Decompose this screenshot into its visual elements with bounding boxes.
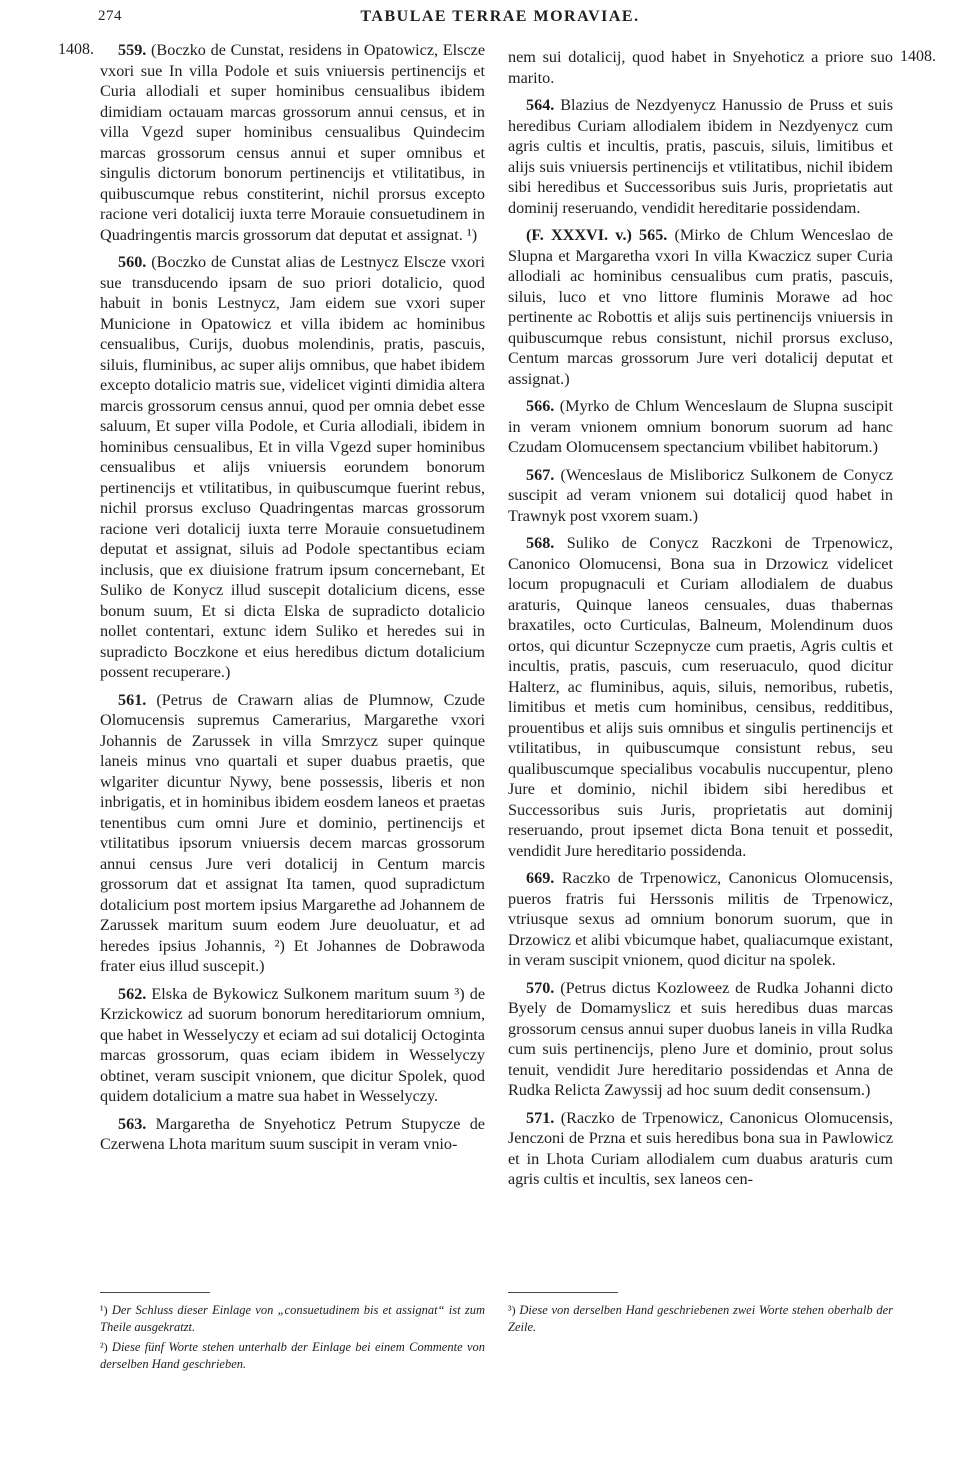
entry-text: nem sui dotalicij, quod habet in Snyehoticz a priore suo marito. <box>508 48 893 87</box>
entry-text: (Boczko de Cunstat, residens in Opatowicz, Elscze vxori sue In villa Podole et suis vniuersis pertinencijs et Curia allodiali et super hominibus censualibus ibidem dimidiam octauam marcas grossorum annui census, et in villa Vgezd super hominibus censualibus Quindecim marcas grossorum census annui et super omnibus et singulis dictorum bonorum pertinencijs et vtilitatibus, in quibuscumque rebus constiterint, nichil prorsus excepto racione veri dotalicij iuxta terre Morauie consuetudinem in Quadringentis marcis grossorum dat deputat et assignat. ¹) <box>100 41 485 244</box>
entry-562 <box>100 984 485 1107</box>
entry-560 <box>100 252 485 683</box>
entry-text: (Boczko de Cunstat alias de Lestnycz Elscze vxori sue transducendo ipsam de suo priori dotalicio, quod habuit in bonis Lestnycz, Jam eidem sue vxori super Municione in Opatowicz et villa ibidem ac hominibus censualibus, Curijs, duobus molendinis, pratis, pascuis, siluis, fluminibus, ac super alijs omnibus, que habet ibidem excepto dotalicio matris sue, videlicet viginti dimidia altera marcis grossorum census annui, quod per omnia debet esse saluum, Et super villa Podole, et Curia allodiali, ibidem in hominibus censualibus, Et in villa Vgezd super hominibus censualibus et alijs vniuersis eorundem bonorum pertinencijs et vtilitatibus, in quibuscumque fuerint rebus, nichil prorsus excluso Quadringentas marcas grossorum racione veri dotalicij iuxta terre Morauie consuetudinem deputat et assignat, siluis ad Podole spectantibus eciam inclusis, que ex diuisione fratrum ipsum concernebant, Et Suliko de Konycz illud suscepit dotalicium dicens, esse bonum suum, Et si dicta Elska de supradicto dotalicio nollet contentari, extunc idem Suliko et heredes sui in supradicto Boczkone et eius heredibus dictum dotalicium possent recuperare.) <box>100 253 486 681</box>
footnote-mark: ²) <box>100 1340 108 1354</box>
entry-565 <box>508 225 893 389</box>
footnote-mark: ¹) <box>100 1303 108 1317</box>
entry-559 <box>100 40 485 245</box>
entry-567 <box>508 465 893 527</box>
footnote-text: Der Schluss dieser Einlage von „consuetudinem bis et assignat“ ist zum Theile ausgekratzt. <box>100 1303 485 1334</box>
footnote-mark: ³) <box>508 1303 516 1317</box>
running-title: TABULAE TERRAE MORAVIAE. <box>360 8 640 25</box>
entry-563-continued <box>508 47 893 88</box>
entry-568 <box>508 533 893 861</box>
entry-563 <box>100 1114 485 1155</box>
entry-number: 562. <box>118 984 147 1003</box>
entry-number: 571. <box>526 1108 555 1127</box>
entry-571 <box>508 1108 893 1190</box>
entry-text: Elska de Bykowicz Sulkonem maritum suum ³) de Krzickowicz ad suorum bonorum hereditariorum omnium, que habet in Wesselyczy et eciam ad sui dotalicij Octoginta marcas grossorum, quas eciam ibidem in Wesselyczy obtinet, veram suscipit vnionem, que dicitur Spolek, quod quidem dotalicium a matre sua habet in Wesselyczy. <box>100 984 485 1105</box>
footnotes-right <box>508 1302 893 1339</box>
footnote-text: Diese fünf Worte stehen unterhalb der Einlage bei einem Commente von derselben Hand geschrieben. <box>100 1340 485 1371</box>
entry-number: 568. <box>526 534 555 552</box>
entry-561 <box>100 690 485 977</box>
footnote-3 <box>508 1302 893 1335</box>
entry-text: (Myrko de Chlum Wenceslaum de Slupna suscipit in veram vnionem omnium bonorum suorum ad hanc Czudam Olomucensem spectancium vbilibet habitorum.) <box>508 397 893 456</box>
entry-number: 566. <box>526 397 555 415</box>
entry-text: (Petrus de Crawarn alias de Plumnow, Czude Olomucensis supremus Camerarius, Margarethe vxori Johannis de Zarussek in villa Smrzycz super quinque laneis minus vno quartali et super duabus praetis, que wlgariter dicuntur Nywy, bene possessis, liberis et non inbrigatis, et in hominibus ibidem eosdem laneos et praetas tenentibus cum omni Jure et dominio, pertinencijs et vtilitatibus ipsorum vniuersis decem marcas grossorum annui census Jure veri dotalicij in Centum marcis grossorum dat et assignat Ita tamen, quod supradictum dotalicium post mortem ipsius Margarethe ad Johannem de Zarussek maritum suum eodem Jure deuoluatur, et ad heredes ipsius Johannis, ²) Et Johannes de Dobrawoda frater eius illud suscepit.) <box>100 690 485 975</box>
entry-number: 560. <box>118 253 147 271</box>
right-column <box>508 47 893 1197</box>
entry-number: 567. <box>526 465 555 484</box>
entry-570 <box>508 978 893 1101</box>
entry-669 <box>508 868 893 971</box>
entry-number: 563. <box>118 1114 147 1133</box>
footnote-divider-right <box>508 1292 618 1293</box>
margin-year-right: 1408. <box>900 48 936 65</box>
entry-number: 669. <box>526 869 555 887</box>
margin-year-left: 1408. <box>58 41 94 58</box>
entry-text: Margaretha de Snyehoticz Petrum Stupycze de Czerwena Lhota maritum suum suscipit in veram vnio- <box>100 1114 485 1153</box>
entry-text: (Raczko de Trpenowicz, Canonicus Olomucensis, Jenczoni de Przna et suis heredibus bona sua in Pawlowicz et in Lhota Curiam allodialem cum duabus araturis cum agris cultis et incultis, sex laneos cen- <box>508 1108 894 1188</box>
entry-564 <box>508 95 893 218</box>
entry-text: Suliko de Conycz Raczkoni de Trpenowicz, Canonico Olomucensi, Bona sua in Drzowicz videlicet locum propugnaculi et Curiam allodialem de duabus araturis, Quinque laneos censuales, duas thabernas braxatiles, octo Curticulas, Balneum, Molendinum duos ortos, qui dicuntur Sczepnycze cum praetis, Agris cultis et incultis, pratis, pascuis, cum reseruaculo, quod dicitur Halterz, ac fluminibus, aquis, siluis, nemoribus, rubetis, limitibus et metis cum hominibus, censibus, redditibus, prouentibus et alijs suis omnibus et singulis pertinencijs et vtilitatibus, in quibuscumque consistunt rebus, seu qualibuscumque specialibus vocabulis nuccupentur, pleno Jure et dominio, nichil ibidem sibi heredibus et Successoribus suis Juris, proprietatis aut dominij reseruando, prout ipsemet dicta Bona tenuit et possedit, vendidit Jure hereditario possidenda. <box>508 534 894 860</box>
footnote-text: Diese von derselben Hand geschriebenen zwei Worte stehen oberhalb der Zeile. <box>508 1303 893 1334</box>
entry-text: Raczko de Trpenowicz, Canonicus Olomucensis, pueros fratris fui Herssonis militis de Trpenowicz, vtriusque sexus ad omnium bonorum suorum, que in Drzowicz et alibi vbicumque habet, qualiacumque existant, in veram suscipit vnionem, quod dicitur na spolek. <box>508 869 894 969</box>
footnote-2 <box>100 1339 485 1372</box>
entry-number: (F. XXXVI. v.) 565. <box>526 226 668 244</box>
entry-text: (Mirko de Chlum Wenceslao de Slupna et Margaretha vxori In villa Kwaczicz super Curia allodiali ac hominibus censualibus cum pratis, pascuis, siluis, luco et vno littore fluminis Morawe ad hoc pertinente ac Robottis et alijs suis pertinencijs vniuersis in quibuscumque rebus consistunt, nichil prorsus excluso, Centum marcas grossorum Jure veri dotalicij deputat et assignat.) <box>508 226 894 388</box>
entry-number: 564. <box>526 96 555 114</box>
entry-number: 570. <box>526 978 555 997</box>
footnote-divider-left <box>100 1292 210 1293</box>
left-column <box>100 40 485 1162</box>
entry-text: (Petrus dictus Kozloweez de Rudka Johanni dicto Byely de Domamyslicz et suis heredibus duas marcas grossorum census annui super duobus laneis in villa Rudka cum suis pertinencijs, pleno Jure et dominio, prout solus tenuit, vendidit Jure hereditario possidendas et Anna de Rudka Relicta Zawyssij ad hoc suum dedit consensum.) <box>508 978 893 1099</box>
entry-text: Blazius de Nezdyenycz Hanussio de Pruss et suis heredibus Curiam allodialem ibidem in Nezdyenycz cum agris cultis et incultis, pratis, pascuis, siluis, limitibus et alijs suis vniuersis pertinencijs et vtilitatibus, nichil ibidem sibi heredibus et Successoribus suis Juris, proprietatis aut dominij reseruando, vendidit hereditarie possidendam. <box>508 96 894 217</box>
entry-number: 561. <box>118 690 147 709</box>
entry-number: 559. <box>118 41 147 59</box>
entry-text: (Wenceslaus de Misliboricz Sulkonem de Conycz suscipit ad veram vnionem sui dotalicij quod habet in Trawnyk post vxorem suam.) <box>508 465 894 525</box>
entry-566 <box>508 396 893 458</box>
page-number: 274 <box>98 8 122 24</box>
footnote-1 <box>100 1302 485 1335</box>
footnotes-left <box>100 1302 485 1376</box>
